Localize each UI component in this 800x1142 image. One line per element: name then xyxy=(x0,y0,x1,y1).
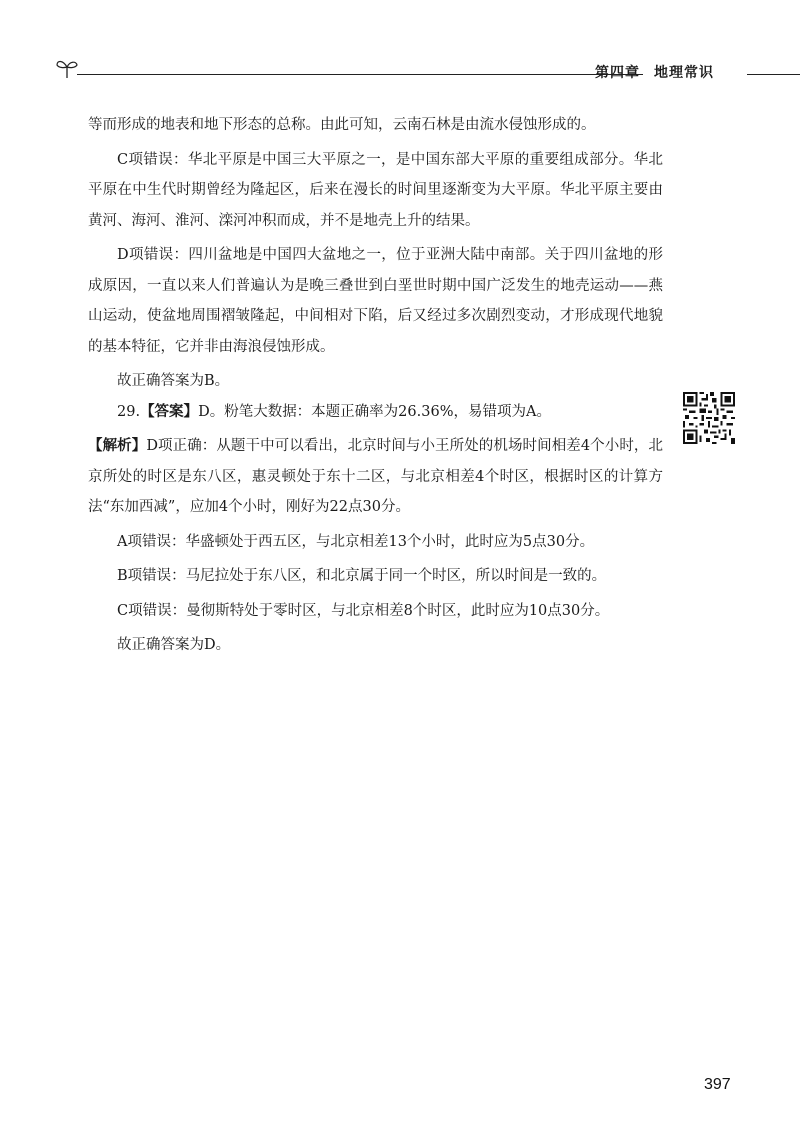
q29-number: 29. xyxy=(117,403,141,420)
analysis-text: D项正确：从题干中可以看出，北京时间与小王所处的机场时间相差4个小时，北京所处的时区是东八区，惠灵顿处于东十二区，与北京相差4个时区，根据时区的计算方法“东加西减”，应加4个小时，刚好为22点30分。 xyxy=(88,438,663,515)
paragraph-conclusion2: 故正确答案为D。 xyxy=(117,637,231,653)
chapter-section: 地理常识 xyxy=(654,65,714,81)
page-body xyxy=(88,110,663,661)
paragraph-conclusion: 故正确答案为B。 xyxy=(117,373,230,389)
sprout-icon xyxy=(55,58,79,80)
paragraph-option-c2: C项错误：曼彻斯特处于零时区，与北京相差8个时区，此时应为10点30分。 xyxy=(117,602,610,619)
page-header xyxy=(55,58,800,82)
chapter-title xyxy=(595,62,714,82)
chapter-number: 第四章 xyxy=(595,65,640,81)
header-rule-right xyxy=(747,74,800,75)
answer-tag: 【答案】 xyxy=(140,402,199,420)
qr-code-icon[interactable] xyxy=(683,392,735,444)
paragraph-continuation: 等而形成的地表和地下形态的总称。由此可知，云南石林是由流水侵蚀形成的。 xyxy=(88,117,596,133)
q29-analysis xyxy=(88,431,663,523)
paragraph-option-c: C项错误：华北平原是中国三大平原之一，是中国东部大平原的重要组成部分。华北平原在中生代时期曾经为隆起区，后来在漫长的时间里逐渐变为大平原。华北平原主要由黄河、海河、淮河、滦河冲积而成，并不是地壳上升的结果。 xyxy=(88,151,663,229)
answer-text: D。粉笔大数据：本题正确率为26.36%，易错项为A。 xyxy=(198,403,551,420)
q29-answer xyxy=(88,397,663,428)
analysis-tag: 【解析】 xyxy=(88,437,147,454)
header-rule-left xyxy=(77,74,643,75)
paragraph-option-a: A项错误：华盛顿处于西五区，与北京相差13个小时，此时应为5点30分。 xyxy=(117,533,595,550)
paragraph-option-b: B项错误：马尼拉处于东八区，和北京属于同一个时区，所以时间是一致的。 xyxy=(117,568,607,584)
paragraph-option-d: D项错误：四川盆地是中国四大盆地之一，位于亚洲大陆中南部。关于四川盆地的形成原因，一直以来人们普遍认为是晚三叠世到白垩世时期中国广泛发生的地壳运动——燕山运动，使盆地周围褶皱隆起，中间相对下陷，后又经过多次剧烈变动，才形成现代地貌的基本特征，它并非由海浪侵蚀形成。 xyxy=(88,247,663,355)
page-number: 397 xyxy=(704,1076,731,1093)
